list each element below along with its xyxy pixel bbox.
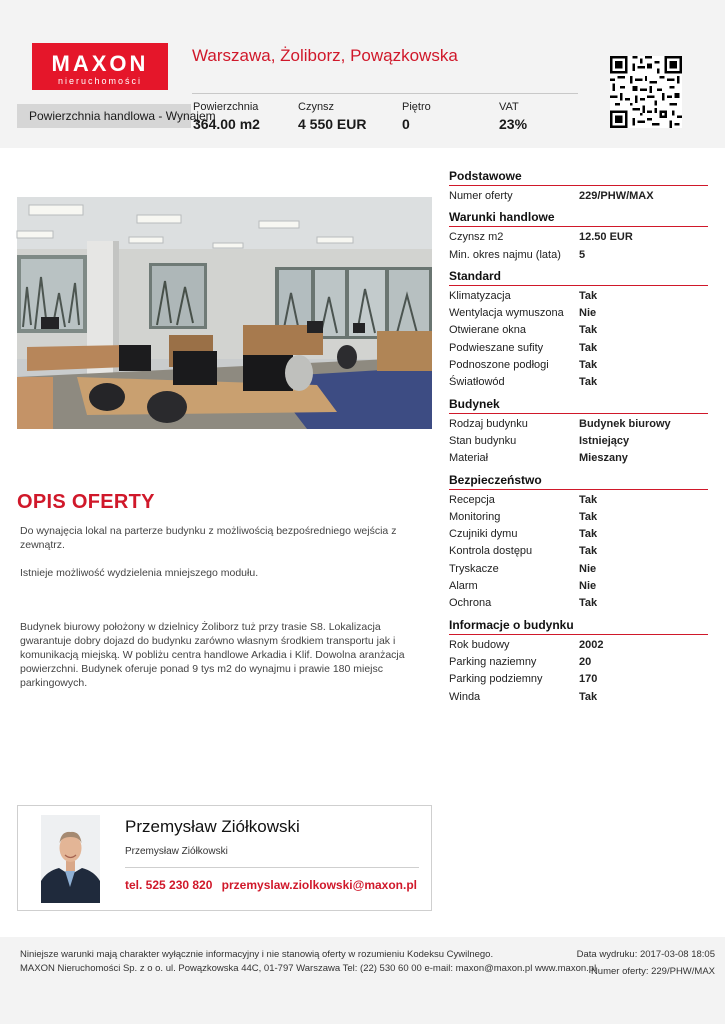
footer-issue-date: Data wydruku: 2017-03-08 18:05: [576, 949, 715, 960]
spec-value: Tak: [579, 528, 598, 541]
offer-specs: [449, 168, 708, 706]
stat-floor-label: Piętro: [402, 101, 431, 113]
section-title-standard: Standard: [449, 268, 708, 286]
spec-key: Rok budowy: [449, 638, 510, 651]
section-title-terms: Warunki handlowe: [449, 209, 708, 227]
spec-key: Ochrona: [449, 597, 492, 610]
spec-key: Winda: [449, 690, 481, 703]
qr-code-icon: [610, 56, 682, 128]
spec-value: Tak: [579, 359, 598, 372]
logo-brand: MAXON: [51, 51, 149, 76]
agent-card: [17, 805, 432, 911]
spec-key: Min. okres najmu (lata): [449, 248, 561, 261]
section-title-building-info: Informacje o budynku: [449, 617, 708, 635]
stat-floor-value: 0: [402, 116, 410, 132]
stat-rent-value: 4 550 EUR: [298, 116, 367, 132]
spec-key: Wentylacja wymuszona: [449, 307, 564, 320]
spec-value: 20: [579, 655, 592, 668]
spec-key: Numer oferty: [449, 190, 513, 202]
spec-row: [449, 654, 708, 671]
spec-key: Parking naziemny: [449, 655, 537, 668]
spec-row: [449, 340, 708, 357]
spec-value: Tak: [579, 324, 598, 337]
spec-key: Otwierane okna: [449, 324, 527, 337]
spec-value: Nie: [579, 307, 597, 320]
spec-row: [449, 374, 708, 391]
offer-type-badge: Powierzchnia handlowa - Wynajem: [17, 104, 191, 128]
footer-disclaimer: Niniejsze warunki mają charakter wyłącznie informacyjny i nie stanowią oferty w rozumieniu Kodeksu Cywilnego.: [20, 949, 494, 960]
spec-row: [449, 433, 708, 450]
spec-row: [449, 509, 708, 526]
spec-row: [449, 357, 708, 374]
spec-value: 12.50 EUR: [579, 231, 633, 244]
spec-value: Istniejący: [579, 434, 630, 447]
page-footer: [0, 937, 725, 1024]
spec-row: [449, 288, 708, 305]
spec-value: Nie: [579, 562, 597, 575]
spec-row: [449, 229, 708, 246]
spec-key: Monitoring: [449, 510, 501, 523]
section-title-security: Bezpieczeństwo: [449, 472, 708, 490]
spec-key: Podnoszone podłogi: [449, 359, 549, 372]
spec-key: Światłowód: [449, 376, 505, 389]
spec-value: Tak: [579, 493, 598, 506]
spec-key: Czujniki dymu: [449, 528, 518, 541]
spec-row: [449, 450, 708, 467]
agent-subtitle: Przemysław Ziółkowski: [125, 846, 228, 857]
spec-row: [449, 322, 708, 339]
spec-value: Tak: [579, 376, 598, 389]
logo-subtitle: nieruchomości: [57, 76, 143, 86]
stat-rent-label: Czynsz: [298, 101, 335, 113]
stat-vat-label: VAT: [499, 101, 519, 113]
spec-row: [449, 689, 708, 706]
offer-location: Warszawa, Żoliborz, Powązkowska: [192, 46, 458, 65]
spec-value: Mieszany: [579, 452, 628, 465]
office-interior-photo: [17, 197, 432, 429]
spec-key: Kontrola dostępu: [449, 545, 533, 558]
spec-key: Alarm: [449, 580, 478, 593]
spec-value: Nie: [579, 580, 597, 593]
agent-email-link[interactable]: przemyslaw.ziolkowski@maxon.pl: [221, 878, 417, 892]
spec-row: [449, 526, 708, 543]
header-divider: [192, 93, 578, 94]
spec-row: [449, 305, 708, 322]
spec-row: [449, 637, 708, 654]
spec-key: Klimatyzacja: [449, 289, 511, 302]
spec-key: Rodzaj budynku: [449, 417, 528, 430]
spec-row: [449, 561, 708, 578]
spec-key: Parking podziemny: [449, 673, 543, 686]
spec-key: Stan budynku: [449, 434, 517, 447]
agent-phone-link[interactable]: tel. 525 230 820: [125, 878, 213, 892]
spec-row: [449, 188, 708, 205]
footer-company-info: MAXON Nieruchomości Sp. z o o. ul. Powązkowska 44C, 01-797 Warszawa Tel: (22) 530 60 00 e-mail: maxon@maxon.pl www.maxon.pl: [20, 963, 597, 974]
spec-row: [449, 492, 708, 509]
stat-vat-value: 23%: [499, 116, 528, 132]
spec-key: Materiał: [449, 452, 489, 465]
spec-row: [449, 247, 708, 264]
spec-value: Tak: [579, 510, 598, 523]
spec-row: [449, 578, 708, 595]
stat-floor: [402, 101, 431, 134]
maxon-logo[interactable]: [32, 43, 168, 90]
spec-row: [449, 543, 708, 560]
agent-avatar: [41, 815, 100, 903]
description-paragraph: Budynek biurowy położony w dzielnicy Żoliborz tuż przy trasie S8. Lokalizacja gwarantuje dobry dojazd do budynku zarówno własnym środkiem transportu jak i komunikacją miejską. W pobliżu centra handlowe Arkadia i Klif. Dowolna aranżacja powierzchni. Budynek oferuje ponad 9 tys m2 do wynajmu i prawie 180 miejsc parkingowych.: [20, 621, 405, 689]
agent-name: Przemysław Ziółkowski: [125, 817, 300, 836]
spec-value: Tak: [579, 690, 598, 703]
description-title: OPIS OFERTY: [17, 491, 155, 513]
spec-key: Recepcja: [449, 493, 495, 506]
spec-value: 5: [579, 248, 586, 261]
spec-row: [449, 671, 708, 688]
spec-value: Tak: [579, 597, 598, 610]
spec-value: 2002: [579, 638, 604, 651]
description-paragraph: Do wynajęcia lokal na parterze budynku z możliwością bezpośredniego wejścia z zewnątrz.: [20, 525, 397, 551]
stat-vat: [499, 101, 527, 134]
spec-value: Tak: [579, 289, 598, 302]
spec-value: Budynek biurowy: [579, 417, 671, 430]
stat-area-label: Powierzchnia: [193, 101, 259, 113]
stat-rent: [298, 101, 366, 134]
spec-row: [449, 416, 708, 433]
section-title-building: Budynek: [449, 396, 708, 414]
page-header: [0, 0, 725, 148]
spec-value: 170: [579, 673, 598, 686]
spec-value: Tak: [579, 545, 598, 558]
spec-value: 229/PHW/MAX: [579, 190, 654, 202]
stat-area: [193, 101, 260, 134]
spec-key: Czynsz m2: [449, 231, 504, 244]
agent-divider: [125, 867, 419, 868]
spec-row: [449, 595, 708, 612]
stat-area-value: 364.00 m2: [193, 116, 260, 132]
spec-key: Tryskacze: [449, 562, 499, 575]
spec-key: Podwieszane sufity: [449, 341, 544, 354]
footer-offer-number: Numer oferty: 229/PHW/MAX: [590, 966, 715, 977]
section-title-basic: Podstawowe: [449, 168, 708, 186]
spec-value: Tak: [579, 341, 598, 354]
description-paragraph: Istnieje możliwość wydzielenia mniejszego modułu.: [20, 567, 259, 579]
